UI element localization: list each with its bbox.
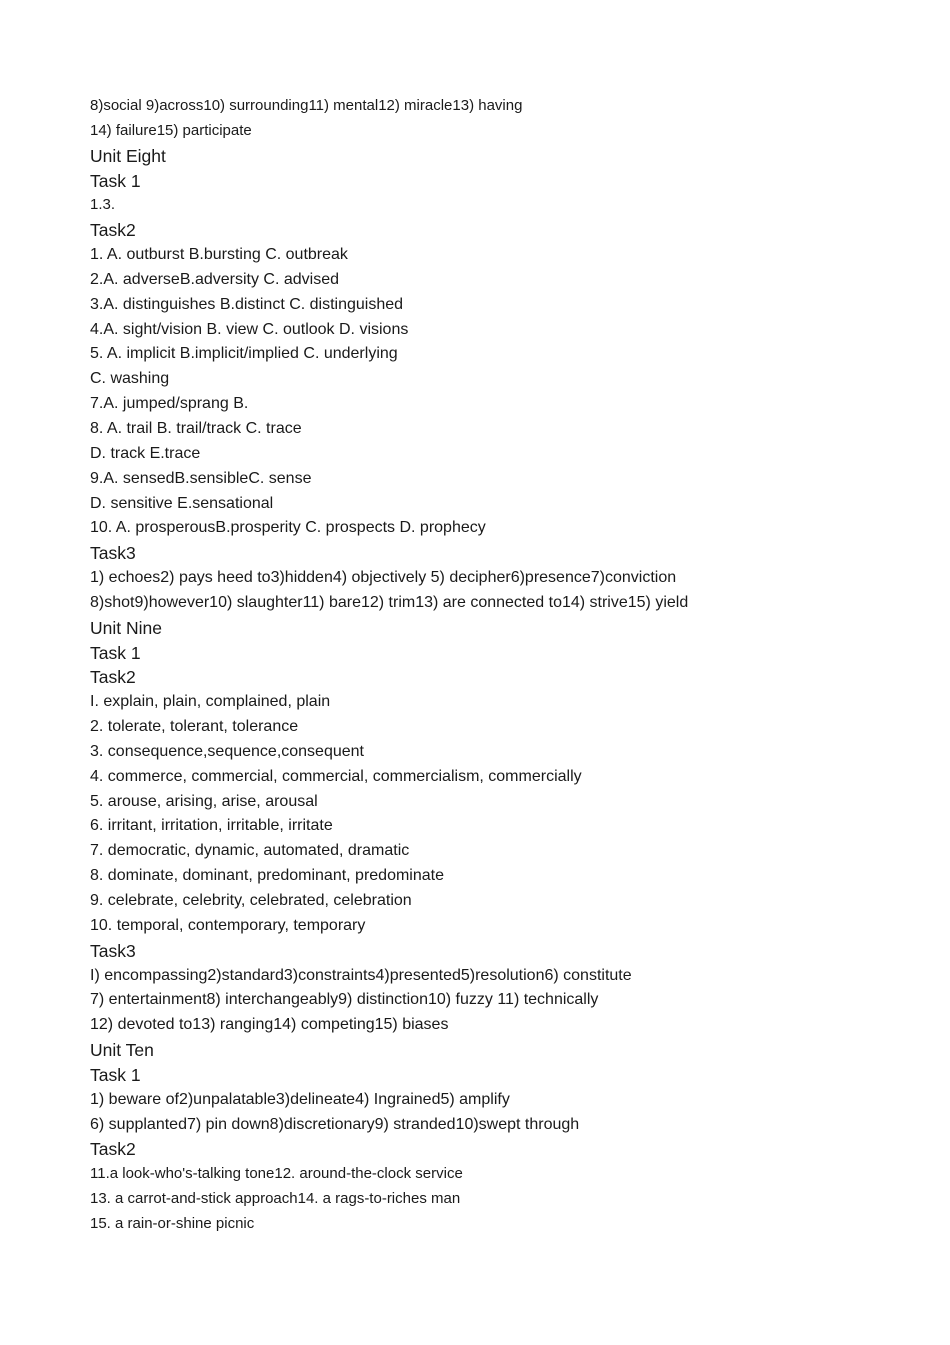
text-line: 10. A. prosperousB.prosperity C. prospects D. prophecy bbox=[90, 519, 486, 537]
text-line: 6) supplanted7) pin down8)discretionary9) stranded10)swept through bbox=[90, 1115, 580, 1133]
text-line: 3.A. distinguishes B.distinct C. distinguished bbox=[90, 295, 404, 313]
text-line: 1.3. bbox=[90, 196, 116, 214]
section-heading: Task 1 bbox=[90, 1064, 141, 1085]
text-line: 1) beware of2)unpalatable3)delineate4) Ingrained5) amplify bbox=[90, 1090, 510, 1108]
text-line: 2. tolerate, tolerant, tolerance bbox=[90, 718, 299, 736]
text-line: 7) entertainment8) interchangeably9) distinction10) fuzzy 11) technically bbox=[90, 991, 599, 1009]
text-line: 9.A. sensedB.sensibleC. sense bbox=[90, 469, 312, 487]
section-heading: Unit Eight bbox=[90, 145, 166, 166]
section-heading: Task3 bbox=[90, 940, 136, 961]
text-line: 9. celebrate, celebrity, celebrated, celebration bbox=[90, 892, 412, 909]
text-line: 8)social 9)across10) surrounding11) mental12) miracle13) having bbox=[90, 97, 523, 114]
text-line: 8. dominate, dominant, predominant, predominate bbox=[90, 867, 444, 885]
text-line: 14) failure15) participate bbox=[90, 121, 252, 139]
text-line: 7.A. jumped/sprang B. bbox=[90, 395, 249, 413]
text-line: C. washing bbox=[90, 370, 170, 388]
text-line: 6. irritant, irritation, irritable, irritate bbox=[90, 817, 333, 835]
section-heading: Task2 bbox=[90, 1139, 136, 1160]
text-line: 11.a look-who's-talking tone12. around-the-clock service bbox=[90, 1165, 463, 1183]
text-line: I) encompassing2)standard3)constraints4)presented5)resolution6) constitute bbox=[90, 966, 632, 984]
section-heading: Task2 bbox=[90, 220, 136, 241]
text-line: 4. commerce, commercial, commercial, commercialism, commercially bbox=[90, 767, 582, 785]
text-line: 7. democratic, dynamic, automated, dramatic bbox=[90, 842, 410, 860]
text-line: 15. a rain-or-shine picnic bbox=[90, 1214, 255, 1232]
section-heading: Task3 bbox=[90, 543, 136, 564]
section-heading: Task 1 bbox=[90, 642, 141, 663]
section-heading: Unit Nine bbox=[90, 617, 162, 638]
text-line: 1. A. outburst B.bursting C. outbreak bbox=[90, 246, 348, 264]
text-line: 8. A. trail B. trail/track C. trace bbox=[90, 419, 302, 437]
text-line: 5. arouse, arising, arise, arousal bbox=[90, 792, 318, 810]
text-line: 10. temporal, contemporary, temporary bbox=[90, 916, 366, 934]
text-line: 12) devoted to13) ranging14) competing15) biases bbox=[90, 1016, 449, 1034]
text-line: 3. consequence,sequence,consequent bbox=[90, 742, 364, 760]
section-heading: Unit Ten bbox=[90, 1040, 154, 1061]
section-heading: Task 1 bbox=[90, 170, 141, 191]
document-page bbox=[90, 94, 910, 1237]
text-line: 2.A. adverseB.adversity C. advised bbox=[90, 270, 340, 288]
text-line: 5. A. implicit B.implicit/implied C. underlying bbox=[90, 345, 398, 363]
text-line: 8)shot9)however10) slaughter11) bare12) trim13) are connected to14) strive15) yield bbox=[90, 593, 689, 611]
text-line: 13. a carrot-and-stick approach14. a rags-to-riches man bbox=[90, 1190, 461, 1208]
text-line: D. track E.trace bbox=[90, 444, 201, 462]
text-line: D. sensitive E.sensational bbox=[90, 494, 274, 512]
text-line: 4.A. sight/vision B. view C. outlook D. visions bbox=[90, 320, 409, 338]
section-heading: Task2 bbox=[90, 667, 136, 688]
text-line: I. explain, plain, complained, plain bbox=[90, 693, 331, 711]
text-line: 1) echoes2) pays heed to3)hidden4) objectively 5) decipher6)presence7)conviction bbox=[90, 569, 677, 587]
